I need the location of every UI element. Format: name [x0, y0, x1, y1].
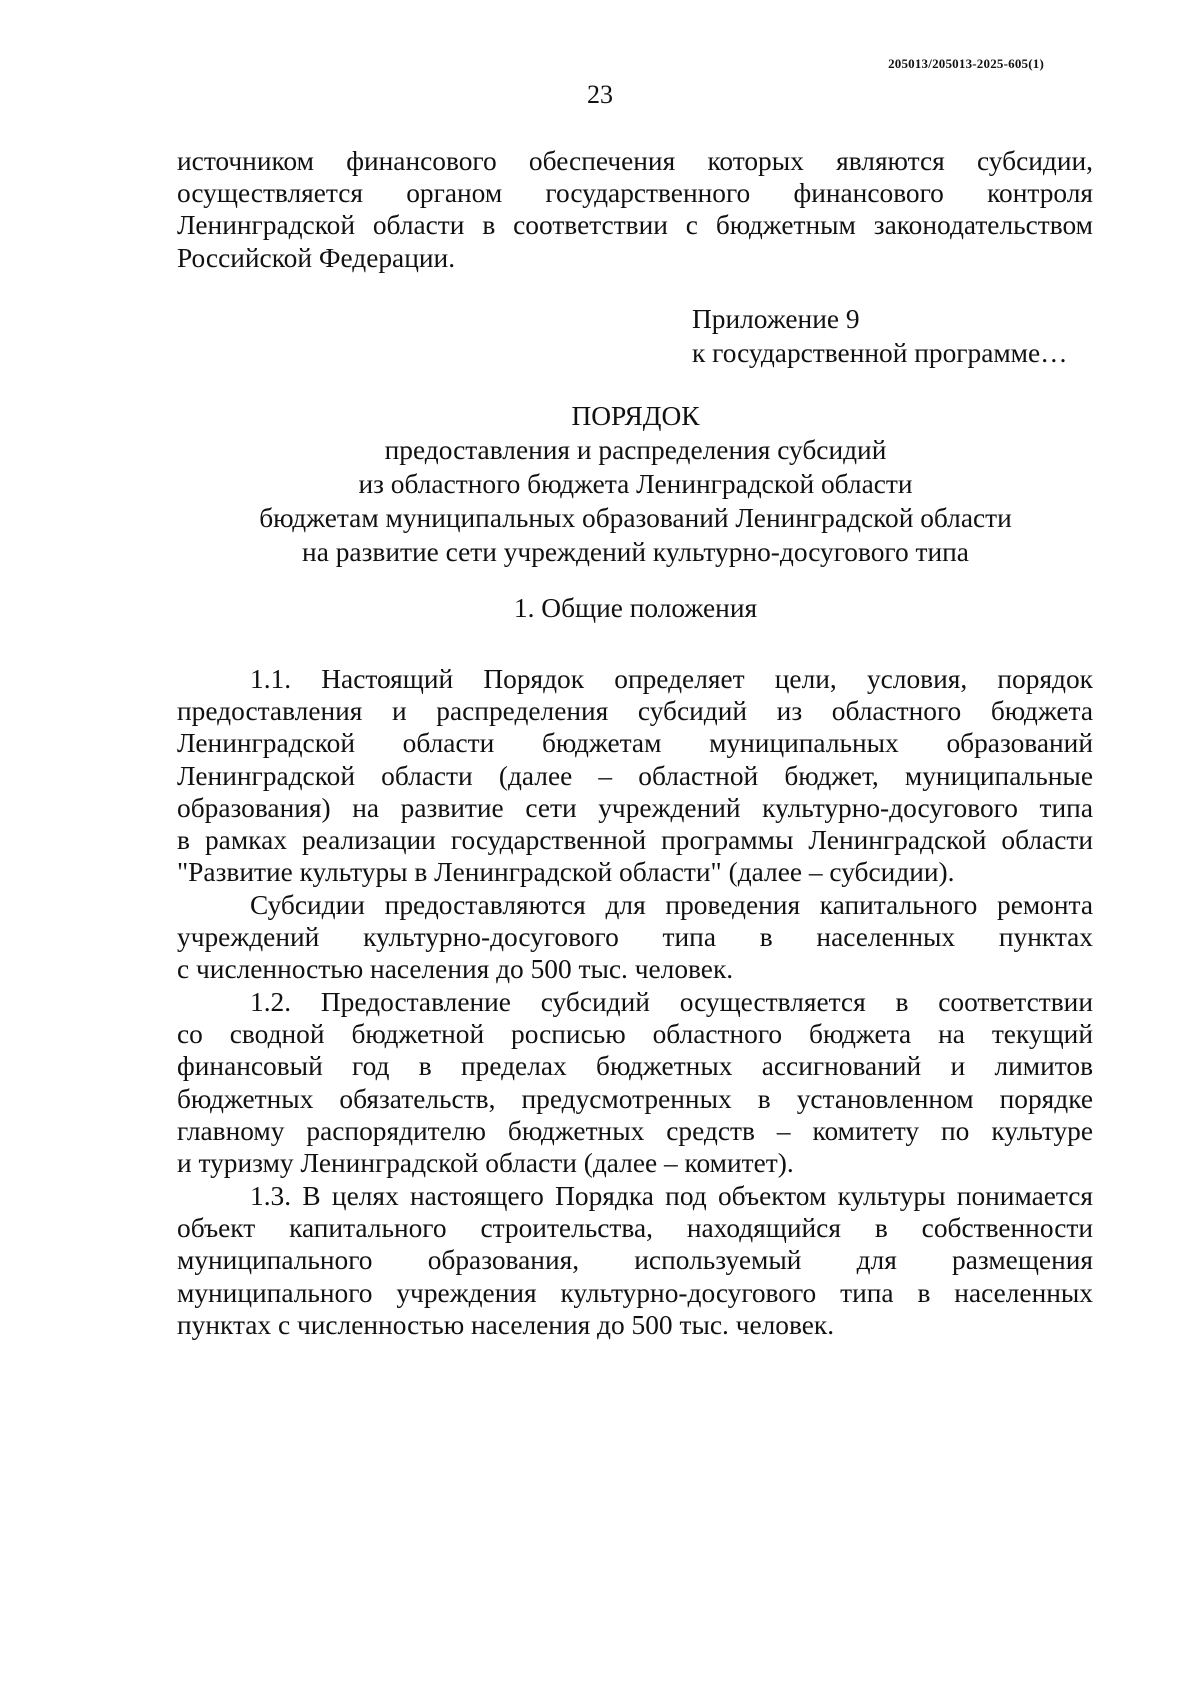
paragraph-1-1: [177, 663, 1093, 888]
text-line: источником финансового обеспечения которых являются субсидии,: [177, 146, 1093, 176]
text-line: с численностью населения до 500 тыс. человек.: [177, 954, 734, 985]
text-line: муниципального образования, используемый для размещения: [177, 1245, 1093, 1276]
text-line: пунктах с численностью населения до 500 тыс. человек.: [177, 1309, 835, 1340]
paragraph-1-2: [177, 986, 1093, 1179]
appendix-number: Приложение 9: [692, 304, 860, 334]
title-heading: ПОРЯДОК: [571, 401, 700, 431]
text-line: финансовый год в пределах бюджетных ассигнований и лимитов: [177, 1051, 1093, 1082]
text-line: предоставления и распределения субсидий из областного бюджета: [177, 696, 1093, 727]
paragraph-subsidies-purpose: [177, 889, 1093, 986]
text-line: Российской Федерации.: [177, 242, 456, 273]
title-line: из областного бюджета Ленинградской области: [358, 469, 913, 499]
text-line: главному распорядителю бюджетных средств – комитету по культуре: [177, 1115, 1093, 1146]
text-line: Ленинградской области (далее – областной бюджет, муниципальные: [177, 760, 1093, 791]
text-line: со сводной бюджетной росписью областного бюджета на текущий: [177, 1019, 1093, 1050]
text-line: учреждений культурно-досугового типа в населенных пунктах: [177, 922, 1093, 953]
text-line: образования) на развитие сети учреждений культурно-досугового типа: [177, 792, 1093, 823]
appendix-program: к государственной программе…: [692, 338, 1068, 368]
text-line: бюджетных обязательств, предусмотренных в установленном порядке: [177, 1083, 1093, 1114]
document-title: [0, 399, 1200, 569]
appendix-reference: [692, 302, 1068, 370]
text-line: Ленинградской области в соответствии с бюджетным законодательством: [177, 210, 1093, 241]
text-line: объект капитального строительства, находящийся в собственности: [177, 1213, 1093, 1244]
text-line: Ленинградской области бюджетам муниципальных образований: [177, 728, 1093, 759]
paragraph-1-3: [177, 1180, 1093, 1341]
text-line: муниципального учреждения культурно-досугового типа в населенных: [177, 1277, 1093, 1308]
text-line: 1.2. Предоставление субсидий осуществляется в соответствии: [250, 987, 1093, 1017]
text-line: 1.3. В целях настоящего Порядка под объектом культуры понимается: [250, 1181, 1093, 1211]
intro-paragraph: [177, 145, 1093, 274]
text-line: осуществляется органом государственного финансового контроля: [177, 178, 1093, 209]
title-line: предоставления и распределения субсидий: [384, 435, 887, 465]
page-number: 23: [587, 80, 613, 109]
text-line: 1.1. Настоящий Порядок определяет цели, условия, порядок: [250, 664, 1093, 694]
text-line: Субсидии предоставляются для проведения капитального ремонта: [250, 890, 1093, 920]
text-line: и туризму Ленинградской области (далее – комитет).: [177, 1148, 794, 1179]
text-line: "Развитие культуры в Ленинградской области" (далее – субсидии).: [177, 857, 955, 888]
document-id: 205013/205013-2025-605(1): [888, 56, 1044, 71]
title-line: на развитие сети учреждений культурно-досугового типа: [302, 537, 969, 567]
title-line: бюджетам муниципальных образований Ленинградской области: [259, 503, 1012, 533]
section-heading: 1. Общие положения: [513, 593, 758, 623]
text-line: в рамках реализации государственной программы Ленинградской области: [177, 825, 1093, 856]
